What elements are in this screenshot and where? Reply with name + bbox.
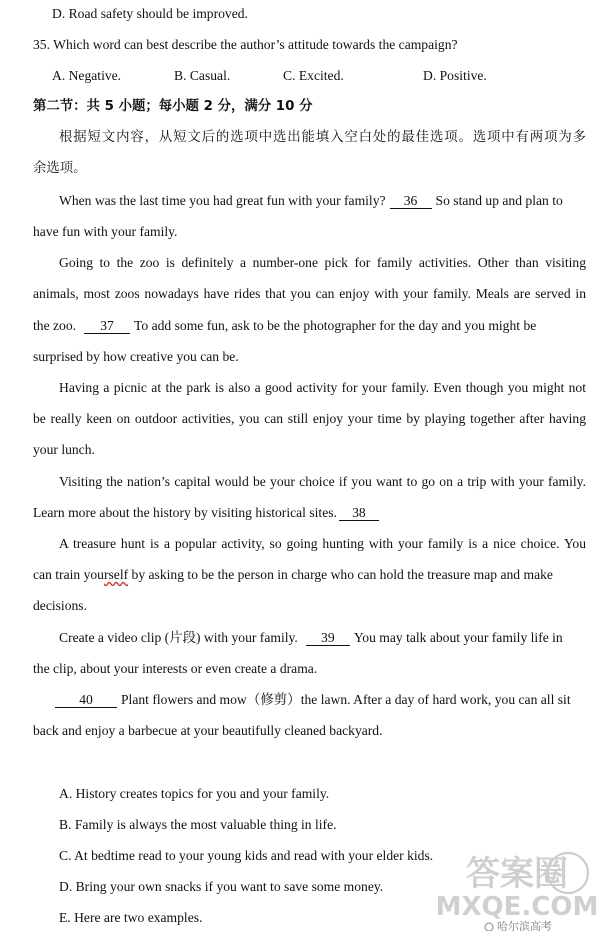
q35-option-c: C. Excited. [283, 68, 344, 83]
passage-text: You may talk about your family life in [353, 630, 563, 645]
passage-text: ) with your family. [196, 630, 298, 645]
passage-text: Create a video clip ( [59, 630, 170, 645]
passage-text-wavy: rself [103, 567, 129, 582]
watermark-url: MXQE.COM [435, 892, 599, 922]
passage-line [33, 691, 571, 710]
passage-text: To add some fun, ask to be the photographer for the day and you might be [134, 318, 537, 333]
passage-line [33, 504, 383, 522]
blank-36: 36 [390, 193, 432, 209]
q35-option-d: D. Positive. [423, 68, 487, 83]
choice-c: C. At bedtime read to your young kids and read with your elder kids. [59, 848, 434, 863]
instruction-line-2: 余选项。 [33, 161, 87, 176]
passage-line: Having a picnic at the park is also a good activity for your family. Even though you might not [59, 380, 586, 395]
blank-37: 37 [84, 318, 130, 334]
passage-text: When was the last time you had great fun with your family? [59, 193, 386, 208]
passage-line [59, 192, 563, 210]
q35-option-b: B. Casual. [174, 68, 231, 83]
choice-b: B. Family is always the most valuable thing in life. [59, 817, 337, 832]
q35-option-a: A. Negative. [52, 68, 122, 83]
passage-text: ）the lawn. After a day of hard work, you can all sit [287, 692, 571, 707]
blank-39: 39 [306, 630, 350, 646]
passage-text: by asking to be the person in charge who can hold the treasure map and make [131, 567, 553, 582]
passage-line: be really keen on outdoor activities, you can still enjoy your time by playing together after having [33, 411, 586, 426]
passage-line [59, 629, 563, 648]
passage-text: the zoo. [33, 318, 77, 333]
passage-line: Going to the zoo is definitely a number-one pick for family activities. Other than visiting [59, 255, 586, 270]
passage-line: back and enjoy a barbecue at your beautifully cleaned backyard. [33, 723, 383, 738]
watermark-logo-text: 答案圈 [466, 854, 568, 894]
passage-line: Visiting the nation’s capital would be your choice if you want to go on a trip with your family. [59, 474, 586, 489]
passage-line: decisions. [33, 598, 87, 613]
section-heading: 第二节：共 5 小题；每小题 2 分，满分 10 分 [33, 99, 313, 114]
choice-e: E. Here are two examples. [59, 910, 203, 925]
passage-line [33, 317, 536, 335]
passage-text: can train you [33, 567, 104, 582]
blank-38: 38 [339, 505, 379, 521]
passage-line: A treasure hunt is a popular activity, so going hunting with your family is a nice choice. You [59, 536, 586, 551]
passage-text: So stand up and plan to [435, 193, 563, 208]
passage-text-cjk: 修剪 [260, 693, 288, 708]
watermark-logo [425, 845, 605, 931]
passage-text: Learn more about the history by visiting historical sites. [33, 505, 337, 520]
choice-d: D. Bring your own snacks if you want to save some money. [59, 879, 384, 894]
passage-line: have fun with your family. [33, 224, 178, 239]
choice-a: A. History creates topics for you and your family. [59, 786, 330, 801]
passage-line [33, 566, 553, 584]
instruction-line-1: 根据短文内容，从短文后的选项中选出能填入空白处的最佳选项。选项中有两项为多 [59, 130, 586, 145]
q34-option-d: D. Road safety should be improved. [52, 6, 248, 21]
watermark-account: 哈尔滨高考 [497, 920, 552, 931]
passage-text-cjk: 片段 [169, 631, 196, 646]
q35-question: 35. Which word can best describe the author’s attitude towards the campaign? [33, 37, 458, 52]
blank-40: 40 [55, 692, 117, 708]
passage-line: the clip, about your interests or even create a drama. [33, 661, 318, 676]
passage-text: Plant flowers and mow（ [121, 692, 261, 707]
passage-line: animals, most zoos nowadays have rides that you can enjoy with your family. Meals are served in [33, 286, 586, 301]
passage-line: your lunch. [33, 442, 95, 457]
passage-line: surprised by how creative you can be. [33, 349, 239, 364]
